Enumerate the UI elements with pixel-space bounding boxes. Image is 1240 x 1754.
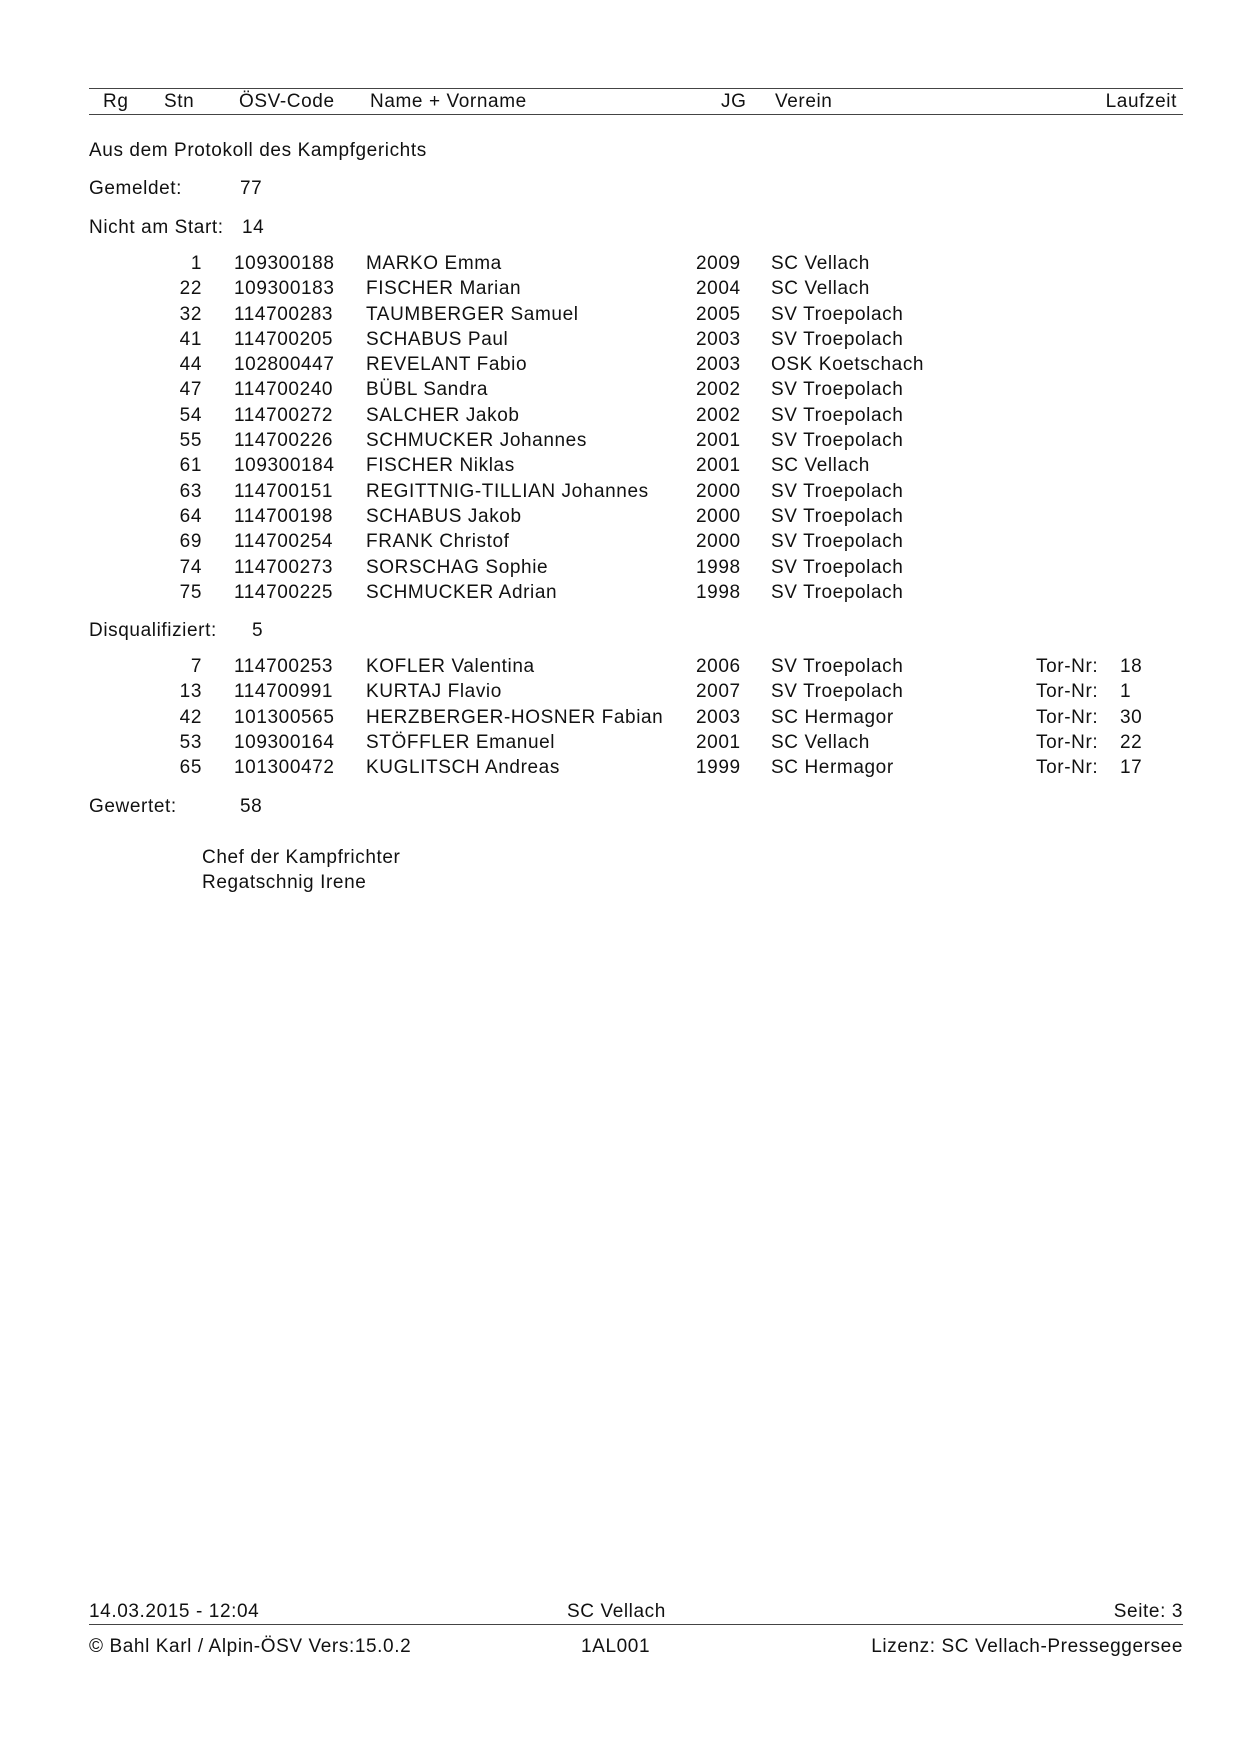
table-row [0, 582, 1240, 607]
birth-year: 2007 [696, 681, 741, 703]
footer-datetime: 14.03.2015 - 12:04 [89, 1601, 260, 1622]
registered-label: Gemeldet: [89, 178, 183, 199]
birth-year: 1998 [696, 556, 741, 578]
club-name: SV Troepolach [771, 379, 904, 401]
athlete-name: SCHMUCKER Johannes [366, 430, 587, 452]
club-name: SC Vellach [771, 253, 870, 274]
osv-code: 101300472 [234, 757, 335, 779]
club-name: SC Hermagor [771, 757, 894, 779]
osv-code: 114700254 [234, 531, 334, 553]
club-name: SV Troepolach [771, 328, 904, 350]
gate-number: 17 [1120, 757, 1143, 779]
osv-code: 114700151 [234, 480, 334, 502]
athlete-name: SORSCHAG Sophie [366, 556, 549, 578]
club-name: SV Troepolach [771, 505, 904, 527]
osv-code: 101300565 [234, 706, 335, 728]
table-row [0, 681, 1240, 706]
club-name: SV Troepolach [771, 480, 904, 502]
birth-year: 2001 [696, 731, 741, 753]
table-row [0, 455, 1240, 480]
athlete-name: FISCHER Marian [366, 278, 522, 300]
athlete-name: SCHMUCKER Adrian [366, 581, 558, 603]
gate-label: Tor-Nr: [1036, 731, 1099, 753]
gate-number: 30 [1120, 706, 1143, 728]
osv-code: 114700240 [234, 379, 334, 401]
col-laufzeit: Laufzeit [1105, 91, 1177, 112]
footer-page: Seite: 3 [1113, 1601, 1183, 1622]
athlete-name: SCHABUS Paul [366, 328, 509, 350]
birth-year: 1998 [696, 581, 741, 603]
table-row [0, 253, 1240, 278]
athlete-name: BÜBL Sandra [366, 379, 489, 401]
table-row [0, 757, 1240, 782]
club-name: SV Troepolach [771, 556, 904, 578]
table-row [0, 379, 1240, 404]
start-number: 13 [179, 681, 202, 703]
club-name: SV Troepolach [771, 430, 904, 452]
signature-role: Chef der Kampfrichter [202, 847, 401, 868]
osv-code: 114700253 [234, 656, 334, 677]
birth-year: 2006 [696, 656, 741, 677]
start-number: 64 [179, 505, 202, 527]
footer-license: Lizenz: SC Vellach-Presseggersee [871, 1636, 1183, 1657]
col-rg: Rg [103, 91, 129, 112]
athlete-name: FRANK Christof [366, 531, 510, 553]
birth-year: 2002 [696, 404, 741, 426]
osv-code: 114700225 [234, 581, 334, 603]
rated-label: Gewertet: [89, 796, 177, 817]
athlete-name: STÖFFLER Emanuel [366, 731, 556, 753]
table-row [0, 481, 1240, 506]
start-number: 75 [179, 581, 202, 603]
club-name: SC Hermagor [771, 706, 894, 728]
club-name: SV Troepolach [771, 656, 904, 677]
footer-divider [89, 1624, 1183, 1625]
start-number: 65 [179, 757, 202, 779]
club-name: SC Vellach [771, 278, 870, 300]
athlete-name: SALCHER Jakob [366, 404, 520, 426]
table-row [0, 329, 1240, 354]
table-row [0, 506, 1240, 531]
start-number: 41 [179, 328, 202, 350]
athlete-name: KURTAJ Flavio [366, 681, 502, 703]
signature-name: Regatschnig Irene [202, 872, 367, 893]
gate-label: Tor-Nr: [1036, 681, 1099, 703]
osv-code: 114700273 [234, 556, 334, 578]
birth-year: 2001 [696, 455, 741, 477]
start-number: 53 [179, 731, 202, 753]
footer-code: 1AL001 [581, 1636, 651, 1657]
column-header [89, 88, 1183, 115]
osv-code: 109300188 [234, 253, 335, 274]
start-number: 32 [179, 303, 202, 325]
osv-code: 114700226 [234, 430, 334, 452]
table-row [0, 531, 1240, 556]
athlete-name: KOFLER Valentina [366, 656, 535, 677]
gate-number: 18 [1120, 656, 1143, 677]
athlete-name: FISCHER Niklas [366, 455, 515, 477]
birth-year: 2000 [696, 505, 741, 527]
gate-label: Tor-Nr: [1036, 706, 1099, 728]
gate-label: Tor-Nr: [1036, 656, 1099, 677]
gate-number: 22 [1120, 731, 1143, 753]
club-name: SV Troepolach [771, 303, 904, 325]
club-name: SV Troepolach [771, 581, 904, 603]
osv-code: 109300164 [234, 731, 335, 753]
start-number: 54 [179, 404, 202, 426]
dns-count: 14 [242, 217, 265, 238]
start-number: 44 [179, 354, 202, 376]
athlete-name: REGITTNIG-TILLIAN Johannes [366, 480, 649, 502]
footer-club: SC Vellach [567, 1601, 666, 1622]
club-name: SV Troepolach [771, 404, 904, 426]
osv-code: 114700205 [234, 328, 334, 350]
start-number: 22 [179, 278, 202, 300]
table-row [0, 656, 1240, 681]
club-name: OSK Koetschach [771, 354, 925, 376]
birth-year: 2004 [696, 278, 741, 300]
dsq-label: Disqualifiziert: [89, 620, 217, 641]
start-number: 47 [179, 379, 202, 401]
athlete-name: TAUMBERGER Samuel [366, 303, 579, 325]
col-jg: JG [721, 91, 747, 112]
gate-label: Tor-Nr: [1036, 757, 1099, 779]
col-name: Name + Vorname [370, 91, 527, 112]
table-row [0, 707, 1240, 732]
osv-code: 102800447 [234, 354, 335, 376]
birth-year: 2003 [696, 706, 741, 728]
birth-year: 2002 [696, 379, 741, 401]
birth-year: 2003 [696, 328, 741, 350]
birth-year: 1999 [696, 757, 741, 779]
start-number: 7 [190, 656, 202, 677]
table-row [0, 405, 1240, 430]
footer-copyright: © Bahl Karl / Alpin-ÖSV Vers:15.0.2 [89, 1636, 412, 1657]
start-number: 74 [179, 556, 202, 578]
club-name: SC Vellach [771, 455, 870, 477]
col-code: ÖSV-Code [239, 91, 335, 112]
osv-code: 114700283 [234, 303, 334, 325]
table-row [0, 354, 1240, 379]
table-row [0, 304, 1240, 329]
osv-code: 109300184 [234, 455, 335, 477]
rated-count: 58 [240, 796, 263, 817]
dns-table [0, 253, 1240, 607]
athlete-name: REVELANT Fabio [366, 354, 528, 376]
birth-year: 2009 [696, 253, 741, 274]
athlete-name: MARKO Emma [366, 253, 502, 274]
start-number: 63 [179, 480, 202, 502]
athlete-name: SCHABUS Jakob [366, 505, 522, 527]
table-row [0, 430, 1240, 455]
club-name: SV Troepolach [771, 681, 904, 703]
dns-label: Nicht am Start: [89, 217, 224, 238]
col-verein: Verein [775, 91, 833, 112]
osv-code: 109300183 [234, 278, 335, 300]
start-number: 1 [190, 253, 202, 274]
registered-count: 77 [240, 178, 263, 199]
athlete-name: KUGLITSCH Andreas [366, 757, 560, 779]
osv-code: 114700991 [234, 681, 334, 703]
col-stn: Stn [164, 91, 195, 112]
birth-year: 2003 [696, 354, 741, 376]
club-name: SC Vellach [771, 731, 870, 753]
birth-year: 2005 [696, 303, 741, 325]
dsq-count: 5 [252, 620, 264, 641]
birth-year: 2001 [696, 430, 741, 452]
osv-code: 114700272 [234, 404, 334, 426]
table-row [0, 732, 1240, 757]
birth-year: 2000 [696, 531, 741, 553]
osv-code: 114700198 [234, 505, 334, 527]
gate-number: 1 [1120, 681, 1132, 703]
birth-year: 2000 [696, 480, 741, 502]
start-number: 55 [179, 430, 202, 452]
start-number: 69 [179, 531, 202, 553]
club-name: SV Troepolach [771, 531, 904, 553]
athlete-name: HERZBERGER-HOSNER Fabian [366, 706, 664, 728]
protocol-title: Aus dem Protokoll des Kampfgerichts [89, 140, 427, 161]
table-row [0, 557, 1240, 582]
start-number: 42 [179, 706, 202, 728]
dsq-table [0, 656, 1240, 782]
start-number: 61 [179, 455, 202, 477]
table-row [0, 278, 1240, 303]
